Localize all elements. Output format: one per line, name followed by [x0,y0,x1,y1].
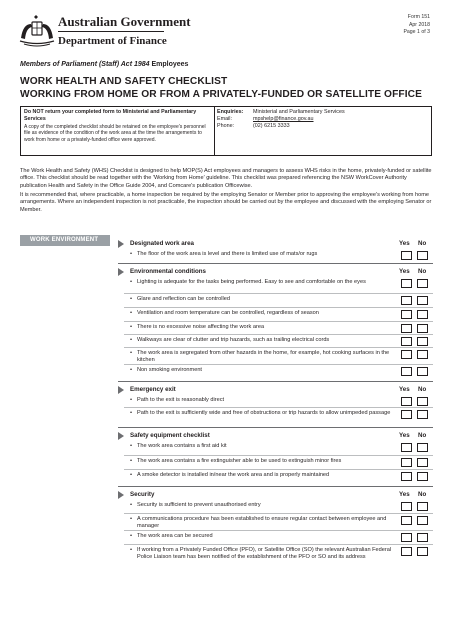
section-title: Designated work area [130,240,194,247]
checklist-item-text: Lighting is adequate for the tasks being performed. Easy to see and comfortable on the eyes [137,279,366,285]
bullet-icon: • [130,278,133,285]
act-name: Members of Parliament (Staff) Act 1984 [20,61,150,68]
item-divider [124,307,433,308]
item-divider [124,364,433,365]
checklist-item-text: The floor of the work area is level and there is limited use of mats/or rugs [137,251,318,257]
bullet-icon: • [130,309,133,316]
yes-checkbox[interactable] [401,516,412,525]
yes-checkbox[interactable] [401,397,412,406]
no-checkbox[interactable] [417,310,428,319]
yes-checkbox[interactable] [401,337,412,346]
checklist-item-text: The work area contains a fire extinguisher able to be used to extinguish minor fires [137,458,342,464]
checklist-item-text: Path to the exit is reasonably direct [137,397,225,403]
header-divider [58,31,164,32]
phone-value: (02) 6215 3333 [253,123,290,129]
yes-checkbox[interactable] [401,367,412,376]
contact-details [217,109,429,130]
section-arrow-icon [118,491,124,499]
checklist-item-text: Path to the exit is sufficiently wide and free of obstructions or trip hazards to allow unimpeded passage [137,410,391,416]
no-checkbox[interactable] [417,458,428,467]
info-box [20,106,432,156]
no-column-label: No [418,268,427,275]
section-arrow-icon [118,432,124,440]
yes-checkbox[interactable] [401,547,412,556]
section-divider [118,427,433,428]
section-divider [118,381,433,382]
section-arrow-icon [118,386,124,394]
email-link[interactable]: mpshelp@finance.gov.au [253,116,314,122]
yes-checkbox[interactable] [401,350,412,359]
yes-checkbox[interactable] [401,410,412,419]
yes-checkbox[interactable] [401,472,412,481]
intro-text [20,168,433,216]
checklist-item-text: Security is sufficient to prevent unauthorised entry [137,502,261,508]
no-column-label: No [418,432,427,439]
yes-checkbox[interactable] [401,324,412,333]
intro-paragraph-1: The Work Health and Safety (WHS) Checklist is designed to help MOP(S) Act employees and managers to assess WHS risks in the home, privately-funded or satellite office. This checklist should be read together with the 'Working from Home' guideline. This checklist was prepared referencing the NSW WorkCover Authority publication Health and Safety in the Office Guide 2004, and Comcare's publication Officewise. [20,168,432,189]
checklist-item-text: Non smoking environment [137,367,202,373]
yes-checkbox[interactable] [401,443,412,452]
bullet-icon: • [130,366,133,373]
yes-checkbox[interactable] [401,279,412,288]
checklist-item-text: Walkways are clear of clutter and trip hazards, such as trailing electrical cords [137,337,330,343]
bullet-icon: • [130,336,133,343]
email-label: Email: [217,116,232,122]
form-subtitle: WORKING FROM HOME OR FROM A PRIVATELY-FUNDED OR SATELLITE OFFICE [20,89,423,100]
checklist-item-text: If working from a Privately Funded Office (PFO), or Satellite Office (SO) the relevant Australian Federal Police Liaison team has been notified of the establishment of the PFO or SO and its address [137,547,392,561]
return-warning: Do NOT return your completed form to Ministerial and Parliamentary Services [24,109,197,122]
no-checkbox[interactable] [417,533,428,542]
yes-checkbox[interactable] [401,310,412,319]
form-number: Form 151 [407,14,430,20]
checklist-item-text: Ventilation and room temperature can be controlled, regardless of season [137,310,319,316]
phone-label: Phone: [217,123,235,129]
no-checkbox[interactable] [417,296,428,305]
no-checkbox[interactable] [417,251,428,260]
item-divider [124,347,433,348]
checklist-item-text: The work area can be secured [137,533,213,539]
bullet-icon: • [130,349,133,356]
bullet-icon: • [130,546,133,553]
intro-paragraph-2: It is recommended that, where practicable, a home inspection be required by the employing Senator or Member prior to approving the employee's working from home arrangements. Where an independent inspection is not practicable, the inspection should be carried out by the employee and discussed with the employing Senator or Member. [20,191,432,213]
section-arrow-icon [118,268,124,276]
no-checkbox[interactable] [417,397,428,406]
yes-checkbox[interactable] [401,533,412,542]
yes-column-label: Yes [399,432,410,439]
section-arrow-icon [118,240,124,248]
bullet-icon: • [130,250,133,257]
government-name: Australian Government [58,14,191,29]
section-label-work-environment: WORK ENVIRONMENT [20,235,110,246]
no-checkbox[interactable] [417,547,428,556]
yes-checkbox[interactable] [401,251,412,260]
yes-column-label: Yes [399,386,410,393]
no-checkbox[interactable] [417,279,428,288]
item-divider [124,469,433,470]
checklist-item-text: A smoke detector is installed in/near the work area and is properly maintained [137,472,330,478]
form-meta [403,14,430,37]
department-name: Department of Finance [58,35,167,47]
coat-of-arms-icon [18,14,56,50]
no-checkbox[interactable] [417,502,428,511]
no-checkbox[interactable] [417,324,428,333]
yes-column-label: Yes [399,491,410,498]
yes-column-label: Yes [399,240,410,247]
bullet-icon: • [130,501,133,508]
item-divider [124,321,433,322]
bullet-icon: • [130,442,133,449]
item-divider [124,544,433,545]
bullet-icon: • [130,471,133,478]
item-divider [124,293,433,294]
bullet-icon: • [130,457,133,464]
enquiries-value: Ministerial and Parliamentary Services [253,109,345,115]
form-title: WORK HEALTH AND SAFETY CHECKLIST [20,76,228,87]
yes-checkbox[interactable] [401,296,412,305]
bullet-icon: • [130,396,133,403]
item-divider [124,455,433,456]
no-checkbox[interactable] [417,443,428,452]
retention-note: A copy of the completed checklist should be retained on the employee's personnel file as evidence of the condition of the work area at the time the arrangements to work from home or a privately-funded office were approved. [24,123,206,143]
no-column-label: No [418,240,427,247]
form-date: Apr 2018 [408,21,430,28]
checklist-item-text: The work area is segregated from other hazards in the home, for example, hot cooking surfaces in the kitchen [137,350,390,364]
act-line [20,60,188,69]
section-title: Emergency exit [130,386,176,393]
item-divider [124,530,433,531]
page-number: Page 1 of 3 [403,29,430,35]
bullet-icon: • [130,532,133,539]
no-column-label: No [418,386,427,393]
no-column-label: No [418,491,427,498]
section-divider [118,486,433,487]
bullet-icon: • [130,515,133,522]
checklist-item-text: Glare and reflection can be controlled [137,296,230,302]
yes-checkbox[interactable] [401,458,412,467]
yes-checkbox[interactable] [401,502,412,511]
bullet-icon: • [130,295,133,302]
return-notice [21,107,215,155]
item-divider [124,407,433,408]
no-checkbox[interactable] [417,350,428,359]
act-suffix: Employees [149,61,189,68]
enquiries-label: Enquiries: [217,109,244,115]
checklist-item-text: A communications procedure has been established to ensure regular contact between employee and manager [137,516,387,530]
item-divider [124,513,433,514]
yes-column-label: Yes [399,268,410,275]
checklist-item-text: The work area contains a first aid kit [137,443,227,449]
no-checkbox[interactable] [417,516,428,525]
item-divider [124,334,433,335]
section-title: Environmental conditions [130,268,206,275]
checklist-item-text: There is no excessive noise affecting the work area [137,324,265,330]
no-checkbox[interactable] [417,367,428,376]
bullet-icon: • [130,409,133,416]
no-checkbox[interactable] [417,472,428,481]
section-divider [118,263,433,264]
section-title: Safety equipment checklist [130,432,210,439]
bullet-icon: • [130,323,133,330]
section-title: Security [130,491,155,498]
no-checkbox[interactable] [417,337,428,346]
no-checkbox[interactable] [417,410,428,419]
